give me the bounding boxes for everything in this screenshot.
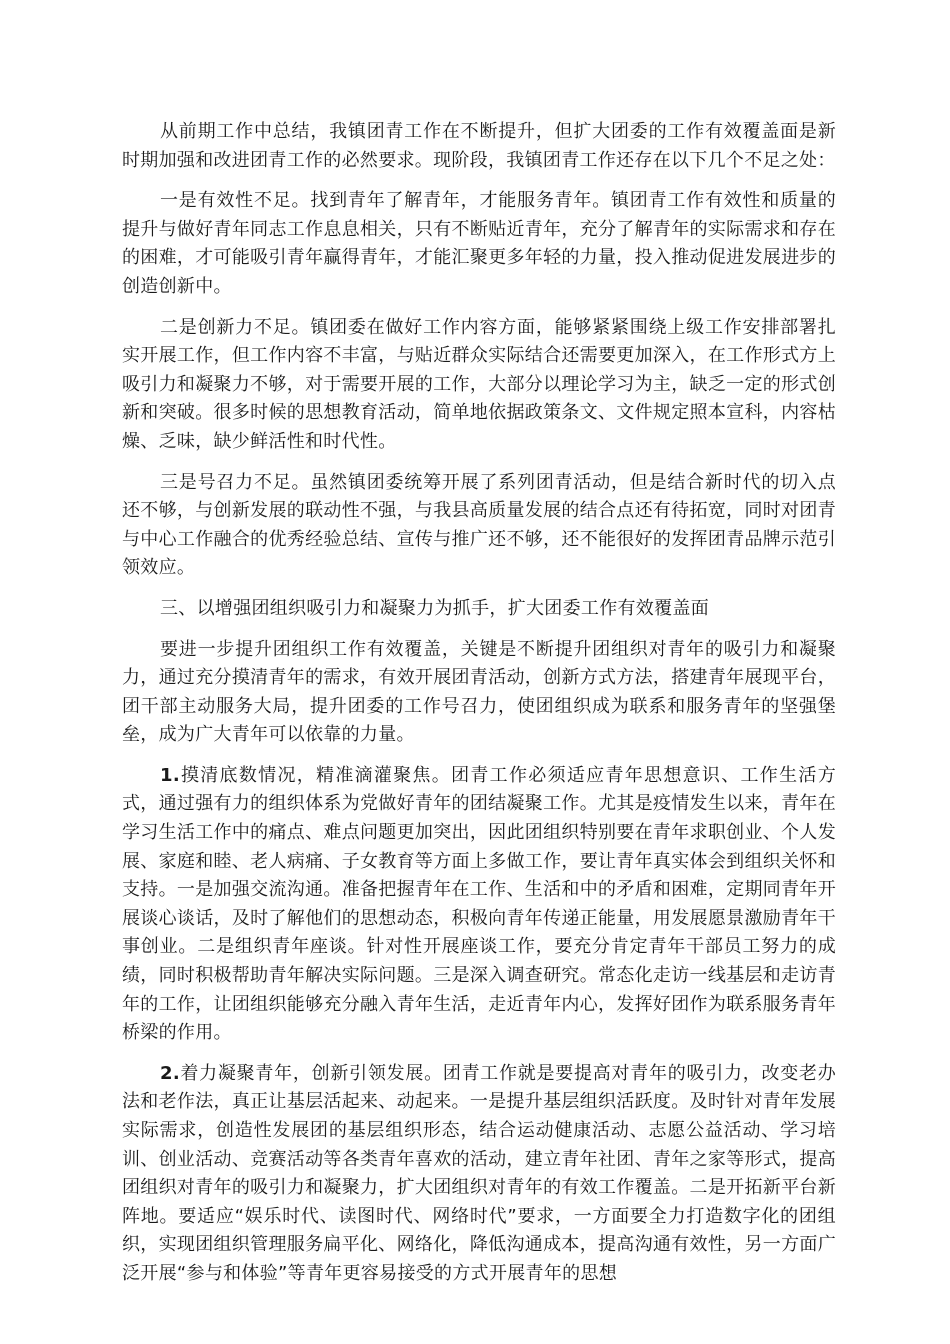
item-number: 1. <box>160 764 180 786</box>
item-text: 着力凝聚青年，创新引领发展。团青工作就是要提高对青年的吸引力，改变老办法和老作法，真正让基层活起来、动起来。一是提升基层组织活跃度。及时针对青年发展实际需求，创造性发展团的基层组织形态，结合运动健康活动、志愿公益活动、学习培训、创业活动、竞赛活动等各类青年喜欢的活动，建立青年社团、青年之家等形式，提高团组织对青年的吸引力和凝聚力，扩大团组织对青年的有效工作覆盖。二是开拓新平台新阵地。要适应“娱乐时代、读图时代、网络时代”要求，一方面要全力打造数字化的团组织，实现团组织管理服务扁平化、网络化，降低沟通成本，提高沟通有效性，另一方面广泛开展“参与和体验”等青年更容易接受的方式开展青年的思想 <box>122 1062 836 1284</box>
item-text: 摸清底数情况，精准滴灌聚焦。团青工作必须适应青年思想意识、工作生活方式，通过强有力的组织体系为党做好青年的团结凝聚工作。尤其是疫情发生以来，青年在学习生活工作中的痛点、难点问题更加突出，因此团组织特别要在青年求职创业、个人发展、家庭和睦、老人病痛、子女教育等方面上多做工作，要让青年真实体会到组织关怀和支持。一是加强交流沟通。准备把握青年在工作、生活和中的矛盾和困难，定期同青年开展谈心谈话，及时了解他们的思想动态，积极向青年传递正能量，用发展愿景激励青年干事创业。二是组织青年座谈。针对性开展座谈工作，要充分肯定青年干部员工努力的成绩，同时积极帮助青年解决实际问题。三是深入调查研究。常态化走访一线基层和走访青年的工作，让团组织能够充分融入青年生活，走近青年内心，发挥好团作为联系服务青年桥梁的作用。 <box>122 764 836 1044</box>
paragraph-item-1 <box>122 762 836 1048</box>
paragraph-appeal: 三是号召力不足。虽然镇团委统筹开展了系列团青活动，但是结合新时代的切入点还不够，与创新发展的联动性不强，与我县高质量发展的结合点还有待拓宽，同时对团青与中心工作融合的优秀经验总结、宣传与推广还不够，还不能很好的发挥团青品牌示范引领效应。 <box>122 471 836 579</box>
paragraph-intro: 从前期工作中总结，我镇团青工作在不断提升，但扩大团委的工作有效覆盖面是新时期加强和改进团青工作的必然要求。现阶段，我镇团青工作还存在以下几个不足之处： <box>122 121 836 171</box>
paragraph-section-intro: 要进一步提升团组织工作有效覆盖，关键是不断提升团组织对青年的吸引力和凝聚力，通过充分摸清青年的需求，有效开展团青活动，创新方式方法，搭建青年展现平台，团干部主动服务大局，提升团委的工作号召力，使团组织成为联系和服务青年的坚强堡垒，成为广大青年可以依靠的力量。 <box>122 638 836 746</box>
document-page <box>122 118 836 1301</box>
section-heading-3: 三、以增强团组织吸引力和凝聚力为抓手，扩大团委工作有效覆盖面 <box>160 597 709 619</box>
paragraph-effectiveness: 一是有效性不足。找到青年了解青年，才能服务青年。镇团青工作有效性和质量的提升与做好青年同志工作息息相关，只有不断贴近青年，充分了解青年的实际需求和存在的困难，才可能吸引青年赢得青年，才能汇聚更多年轻的力量，投入推动促进发展进步的创造创新中。 <box>122 190 836 297</box>
paragraph-item-2 <box>122 1060 836 1289</box>
item-number: 2. <box>160 1062 180 1084</box>
paragraph-innovation: 二是创新力不足。镇团委在做好工作内容方面，能够紧紧围绕上级工作安排部署扎实开展工作，但工作内容不丰富，与贴近群众实际结合还需要更加深入，在工作形式方上吸引力和凝聚力不够，对于需要开展的工作，大部分以理论学习为主，缺乏一定的形式创新和突破。很多时候的思想教育活动，简单地依据政策条文、文件规定照本宣科，内容枯燥、乏味，缺少鲜活性和时代性。 <box>122 316 836 452</box>
